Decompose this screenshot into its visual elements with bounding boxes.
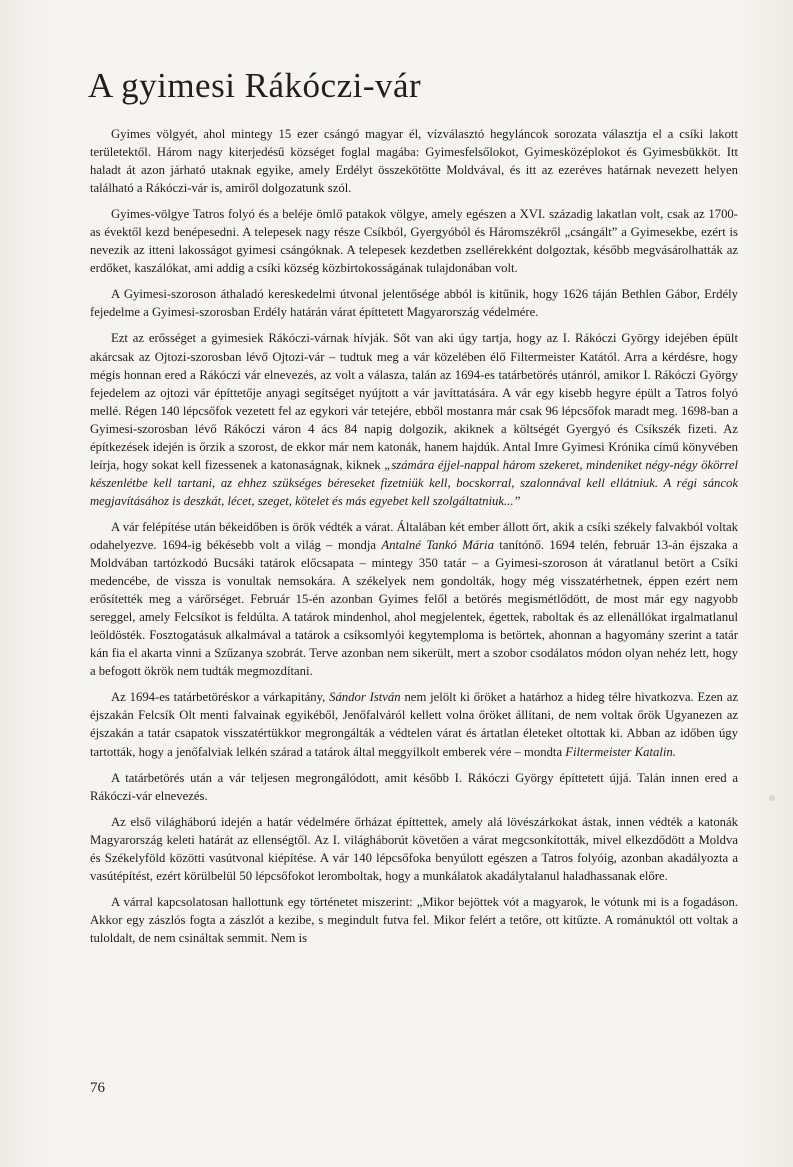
scan-spot [769,795,775,801]
paragraph: A várral kapcsolatosan hallottunk egy történetet miszerint: „Mikor bejöttek vót a magyarok, le vótunk mi is a fogadáson. Akkor egy zászlós fogta a zászlót a kezibe, s megindult futva fel. Mikor felért a tetőre, ott kitűzte. A románuktól ott voltak a tuloldalt, de nem csináltak semmit. Nem is [90,894,738,945]
paragraph: Gyimes völgyét, ahol mintegy 15 ezer csángó magyar él, vízválasztó hegyláncok sorozata választja el a csíki lakott területektől. Három nagy kiterjedésű községet foglal magába: Gyimesfelsőlokot, Gyimesközéplokot és Gyimesbükköt. Itt haladt át azon járható utaknak egyike, amely Erdélyt összekötötte Moldvával, és itt az ezeréves határnak nevezett helyen található a Rákóczi-vár is, amiről dolgozatunk szól. [90,127,738,196]
paragraph: Gyimes-völgye Tatros folyó és a beléje ömlő patakok völgye, amely egészen a XVI. századig lakatlan volt, csak az 1700-as évektől kezd benépesedni. A telepesek nagy része Csíkból, Gyergyóból és Háromszékről „csángált” a Gyimesekbe, ezért is nevezik az itteni lakosságot gyimesi csángóknak. A telepesek kezdetben zsellérekként dolgoztak, később megvásárolhatták az erdőket, kaszálókat, ami addig a csíki község közbirtokosságának tulajdonában volt. [90,207,738,276]
paragraph: Ezt az erősséget a gyimesiek Rákóczi-várnak hívják. Sőt van aki úgy tartja, hogy az I. Rákóczi György idejében épült akárcsak az Ojtozi-szorosban lévő Ojtozi-vár – tudtuk meg a vár közelében élő Filtermeister Katától. Arra a kérdésre, hogy mégis honnan ered a Rákóczi vár elnevezés, az volt a válasza, talán az 1694-es tatárbetörés utánról, amikor I. Rákóczi György fejedelem az ojtozi vár építtetője anyagi segítséget nyújtott a vár javíttatására. A vár egy kisebb hegyre épült a Tatros folyó mellé. Régen 140 lépcsőfok vezetett fel az egykori vár tetejére, ebből mostanra már csak 96 lépcsőfok maradt meg. 1698-ban a Gyimesi-szorosban lévő Rákóczi váron 4 ács 84 napig dolgozik, akiknek a költségét Gyergyó és Csíkszék fizeti. Az építkezések idején is őrzik a szorost, de ekkor már nem katonák, hanem hajdúk. Antal Imre Gyimesi Krónika című könyvében leírja, hogy sokat kell fizessenek a katonaságnak, kiknek „számára éjjel-nappal három szekeret, mindeniket négy-négy ökörrel készenlétbe kell tartani, az ehhez szükséges béreseket fizetniük kell, bocskorral, szalonnával kell ellátniuk. A régi sáncok megjavításához is deszkát, lécet, szeget, kötelet és más egyebet kell szolgáltatniuk...” [90,331,738,508]
paragraph: A Gyimesi-szoroson áthaladó kereskedelmi útvonal jelentősége abból is kitűnik, hogy 1626 táján Bethlen Gábor, Erdély fejedelme a Gyimesi-szorosban Erdély határán várat építtetett Magyarország védelmére. [90,287,738,320]
paragraph: A vár felépítése után békeidőben is örök védték a várat. Általában két ember állott őrt, akik a csíki székely falvakból voltak odahelyezve. 1694-ig békésebb volt a világ – mondja Antalné Tankó Mária tanítónő. 1694 telén, február 13-án éjszaka a Moldvában tartózkodó Bucsáki tatárok előcsapata – mintegy 350 tatár – a Gyimesi-szoroson át váratlanul betört a Csíki medencébe, de vissza is vonultak nemsokára. A székelyek nem gondolták, hogy még visszatérhetnek, éppen ezért nem erősítették meg a várőrséget. Február 15-én azonban Gyimes felől a betörés megismétlődött, de most már egy nagyobb sereggel, amely Felcsíkot is feldúlta. A tatárok mindenhol, ahol megjelentek, égettek, raboltak és az ellenállókat irgalmatlanul leöldösték. Fosztogatásuk alkalmával a tatárok a csíksomlyói kegytemploma is betörtek, ahonnan a hagyomány szerint a tatár kán fia el akarta vinni a Szűzanya szobrát. Terve azonban nem sikerült, mert a szobor csodálatos módon olyan nehéz lett, hogy a befogott ökrök nem tudták megmozdítani. [90,519,739,679]
paragraph: Az első világháború idején a határ védelmére őrházat építtettek, amely alá lövészárkokat ástak, innen védték a katonák Magyarország keleti határát az ellenségtől. Az I. világháborút követően a várat megcsonkították, mivel elkezdődött a Moldva és Székelyföld közötti vasútvonal kiépítése. A vár 140 lépcsőfoka benyúlott egészen a Tatros folyóig, azonban akadályozta a vasútépítést, ezért körülbelül 50 lépcsőfokot leromboltak, hogy a munkálatok akadálytalanul haladhassanak előre. [90,814,738,883]
paragraph: Az 1694-es tatárbetöréskor a várkapitány, Sándor István nem jelölt ki őröket a határhoz a hideg télre hivatkozva. Ezen az éjszakán Felcsík Olt menti falvainak egyikéből, Jenőfalváról kellett volna őröket állítani, de nem voltak őrök Ugyanezen az éjszakán a tatár csapatok visszatértükkor megrongálták a védtelen várat és ártatlan életeket oltottak ki. Abban az időben úgy tartották, hogy a jenőfalviak lelkén szárad a tatárok által meggyilkolt emberek vére – mondta Filtermeister Katalin. [90,690,738,759]
article-body [90,125,738,955]
page-number: 76 [90,1080,105,1096]
paragraph: A tatárbetörés után a vár teljesen megrongálódott, amit később I. Rákóczi György építtetett újjá. Talán innen ered a Rákóczi-vár elnevezés. [90,770,738,803]
page-title: A gyimesi Rákóczi-vár [88,66,422,105]
